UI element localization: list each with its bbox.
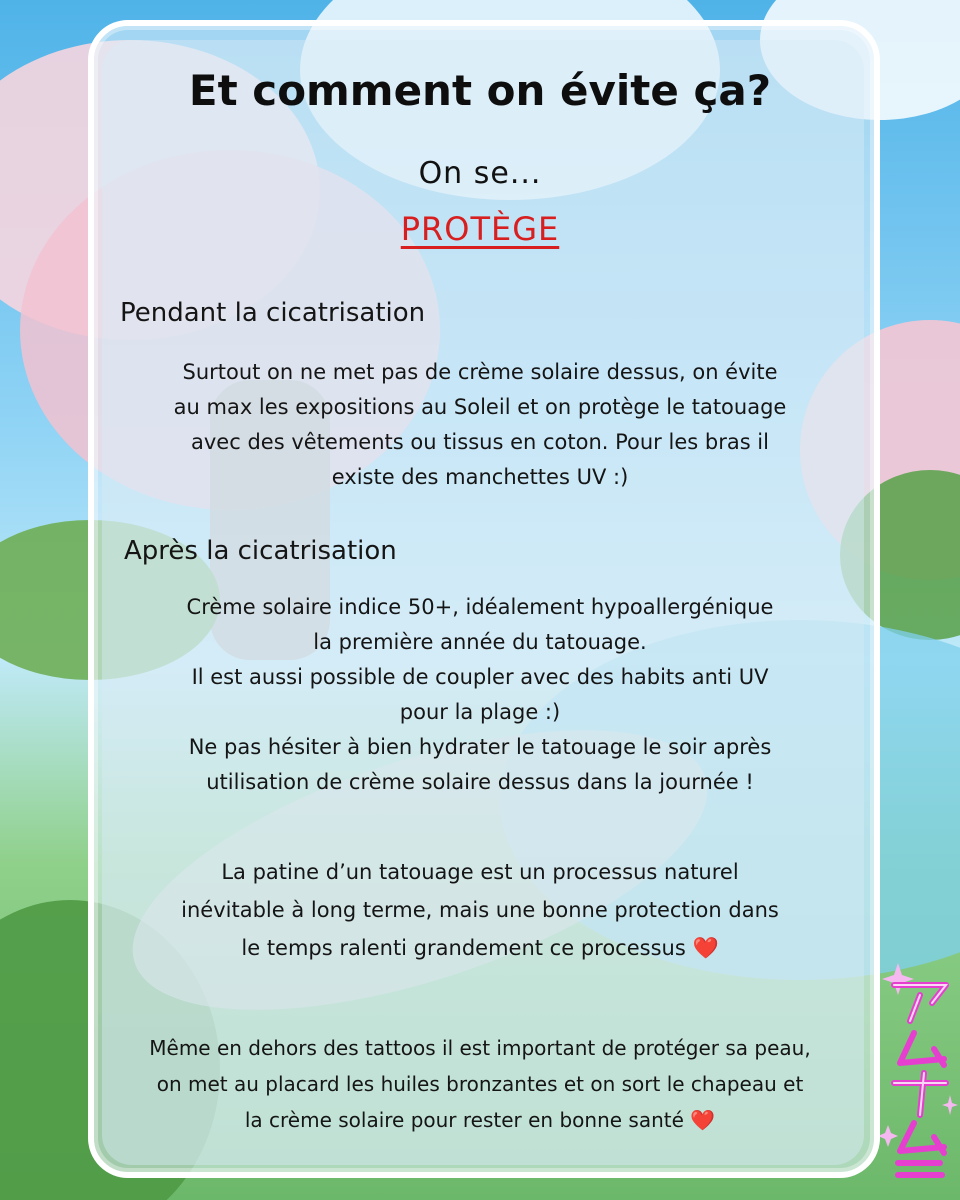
text-line: on met au placard les huiles bronzantes et on sort le chapeau et <box>156 1072 804 1096</box>
text-line <box>110 929 850 967</box>
signature-glyphs <box>894 985 946 1175</box>
emphasis-text: PROTÈGE <box>400 210 560 248</box>
text-line: La patine d’un tatouage est un processus naturel <box>221 860 739 884</box>
text-line: la première année du tatouage. <box>313 630 647 654</box>
paragraph-conclusion <box>100 1030 860 1138</box>
text-line: existe des manchettes UV :) <box>331 465 629 489</box>
text-line: pour la plage :) <box>399 700 561 724</box>
paragraph-after <box>110 590 850 800</box>
heart-icon: ❤️ <box>692 936 719 960</box>
text-line-content: la crème solaire pour rester en bonne santé <box>244 1108 684 1132</box>
text-line: Surtout on ne met pas de crème solaire dessus, on évite <box>182 360 778 384</box>
heading-after: Après la cicatrisation <box>124 536 397 566</box>
page-title: Et comment on évite ça? <box>188 66 772 115</box>
paragraph-patine <box>110 853 850 967</box>
text-line: inévitable à long terme, mais une bonne protection dans <box>181 898 779 922</box>
text-line-content: le temps ralenti grandement ce processus <box>241 936 686 960</box>
text-line: utilisation de crème solaire dessus dans la journée ! <box>206 770 754 794</box>
text-line <box>100 1102 860 1138</box>
text-line: Il est aussi possible de coupler avec des habits anti UV <box>191 665 769 689</box>
text-line: Ne pas hésiter à bien hydrater le tatouage le soir après <box>188 735 772 759</box>
subtitle: On se... <box>418 156 542 191</box>
text-line: avec des vêtements ou tissus en coton. Pour les bras il <box>191 430 769 454</box>
emphasis-word <box>0 210 960 248</box>
signature-logo <box>880 955 958 1185</box>
text-line: Même en dehors des tattoos il est important de protéger sa peau, <box>149 1036 811 1060</box>
sparkle-icon <box>880 963 958 1147</box>
heart-icon: ❤️ <box>690 1108 716 1132</box>
text-line: Crème solaire indice 50+, idéalement hypoallergénique <box>186 595 774 619</box>
paragraph-during <box>110 355 850 495</box>
text-line: au max les expositions au Soleil et on protège le tatouage <box>173 395 787 419</box>
heading-during: Pendant la cicatrisation <box>120 298 426 328</box>
